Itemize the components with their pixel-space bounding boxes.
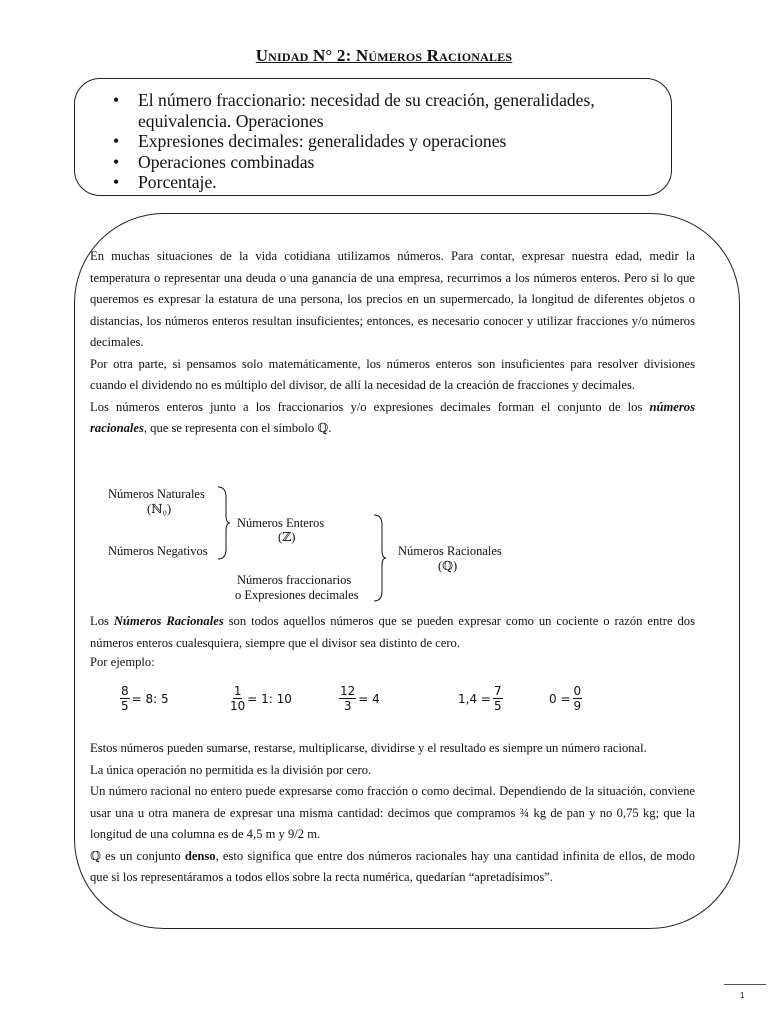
intro-paragraph-2: Por otra parte, si pensamos solo matemáticamente, los números enteros son insuficientes para resolver divisiones cuando el dividendo no es múltiplo del divisor, de allí la necesidad de la creación de fracciones y decimales. — [90, 356, 695, 392]
topic-item — [113, 152, 653, 173]
diagram-racionales-symbol: (ℚ) — [438, 559, 458, 573]
definition-body: son todos aquellos números que se pueden expresar como un cociente o razón entre dos números enteros cualesquiera, siempre que el divisor sea distinto de cero. — [90, 614, 695, 650]
bullet-icon: • — [113, 172, 120, 193]
topic-text: Expresiones decimales: generalidades y operaciones — [138, 131, 507, 152]
numerator: 0 — [573, 684, 582, 698]
diagram-naturales-symbol: (ℕ₀) — [147, 502, 172, 516]
definition-start: Los — [90, 614, 114, 628]
closing-paragraph-2: La única operación no permitida es la división por cero. — [90, 762, 372, 777]
closing-paragraph-4 — [90, 846, 695, 889]
fraction — [120, 684, 130, 713]
fraction — [230, 684, 245, 713]
brace-icon — [372, 513, 388, 603]
fraction — [493, 684, 503, 713]
topic-text: Operaciones combinadas — [138, 151, 315, 172]
unit-title: Unidad N° 2: Números Racionales — [255, 46, 513, 65]
intro-p3-end: , que se representa con el símbolo ℚ. — [143, 421, 332, 435]
brace-icon — [216, 485, 232, 561]
topic-text: El número fraccionario: necesidad de su creación, generalidades, equivalencia. Operaciones — [138, 90, 595, 131]
denominator: 10 — [230, 699, 246, 713]
diagram-enteros-symbol: (ℤ) — [278, 530, 296, 544]
closing-text — [90, 738, 695, 889]
diagram-racionales: Números Racionales — [398, 544, 502, 558]
denominator: 5 — [493, 699, 502, 713]
fraction — [339, 684, 356, 713]
topic-item — [113, 90, 653, 131]
denominator: 3 — [343, 699, 352, 713]
fraction — [573, 684, 583, 713]
bullet-icon: • — [113, 151, 120, 172]
diagram-enteros: Números Enteros — [237, 516, 325, 530]
diagram-naturales: Números Naturales — [108, 487, 205, 501]
intro-p3-text: Los números enteros junto a los fraccionarios y/o expresiones decimales forman el conjunto de los — [90, 399, 650, 414]
topics-box — [74, 78, 672, 196]
closing-p4-start: ℚ es un conjunto — [90, 848, 185, 863]
denominator: 9 — [573, 699, 582, 713]
diagram-fraccionarios: Números fraccionarios — [237, 573, 352, 587]
closing-p4-end: , esto significa que entre dos números racionales hay una cantidad infinita de ellos, de modo que si los representáramos a todos ellos sobre la recta numérica, quedarían “apretadísimos”. — [90, 848, 695, 884]
closing-paragraph-3: Un número racional no entero puede expresarse como fracción o como decimal. Dependiendo de la situación, conviene usar una u otra manera de expresar una misma cantidad: decimos que compramos ¾ kg de pan y no 0,75 kg; que la longitud de una columna es de 4,5 m y 9/2 m. — [90, 784, 695, 841]
footer-divider — [724, 984, 766, 985]
intro-paragraph-1: En muchas situaciones de la vida cotidiana utilizamos números. Para contar, expresar nuestra edad, medir la temperatura o representar una deuda o una ganancia de una empresa, recurrimos a los números enteros. Pero si lo que queremos es expresar la estatura de una persona, los precios en un supermercado, la longitud de diferentes objetos o distancias, los números enteros resultan insuficientes; entonces, es necesario conocer y utilizar fracciones y/o números decimales. — [90, 249, 695, 349]
equation-rhs: = 4 — [358, 691, 380, 706]
equation-lhs: 0 = — [549, 691, 571, 706]
numerator: 1 — [233, 684, 242, 698]
numerator: 8 — [121, 684, 129, 698]
example-fraction — [228, 684, 292, 713]
closing-paragraph-1: Estos números pueden sumarse, restarse, multiplicarse, dividirse y el resultado es siempre un número racional. — [90, 741, 647, 755]
bullet-icon: • — [113, 131, 120, 152]
example-fraction — [118, 684, 169, 713]
example-label: Por ejemplo: — [90, 655, 155, 669]
intro-paragraph-3 — [90, 397, 695, 440]
topic-text: Porcentaje. — [138, 172, 217, 193]
denominator: 5 — [121, 699, 129, 713]
page-number: 1 — [740, 991, 745, 1000]
diagram-decimales: o Expresiones decimales — [235, 588, 359, 602]
definition-term: Números Racionales — [113, 614, 224, 628]
topic-item — [113, 172, 653, 193]
diagram-negativos: Números Negativos — [108, 544, 208, 558]
racionales-term: números racionales — [90, 399, 695, 435]
definition-text — [90, 611, 695, 654]
denso-term: denso — [184, 848, 216, 863]
bullet-icon: • — [113, 90, 120, 110]
topics-list — [113, 90, 653, 193]
numerator: 7 — [493, 684, 502, 698]
equation-lhs: 1,4 = — [458, 691, 491, 706]
example-fraction — [337, 684, 380, 713]
example-fraction — [549, 684, 584, 713]
equation-rhs: = 1: 10 — [247, 691, 292, 706]
equation-rhs: = 8: 5 — [131, 691, 169, 706]
example-fraction — [458, 684, 505, 713]
topic-item — [113, 131, 653, 152]
numerator: 12 — [340, 684, 356, 698]
intro-text — [90, 246, 695, 440]
